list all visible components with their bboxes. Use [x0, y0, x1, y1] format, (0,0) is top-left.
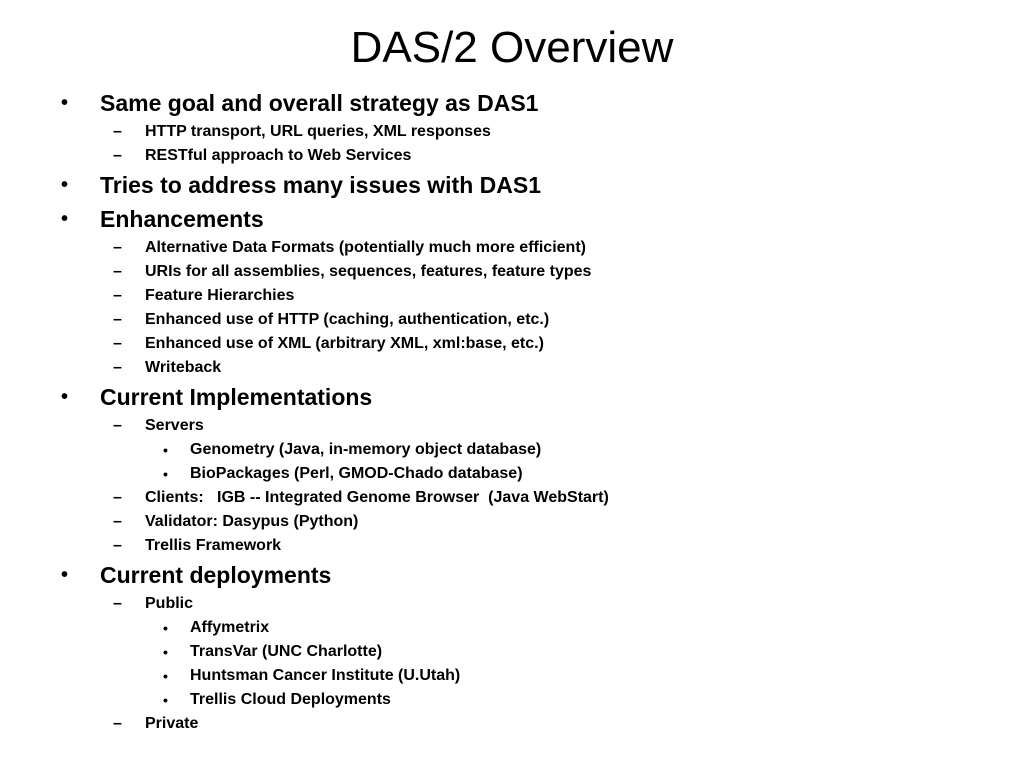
bullet-item — [58, 308, 998, 332]
bullet-text: Current Implementations — [100, 384, 373, 410]
dash-icon: – — [113, 239, 122, 256]
bullet-text: Servers — [145, 417, 204, 434]
dash-icon: – — [113, 537, 122, 554]
bullet-text: Affymetrix — [190, 619, 270, 636]
bullet-text: Validator: Dasypus (Python) — [145, 513, 359, 530]
bullet-text: Alternative Data Formats (potentially much more efficient) — [145, 239, 586, 256]
bullet-text: Clients: IGB -- Integrated Genome Browser (Java WebStart) — [145, 489, 609, 506]
bullet-item — [58, 558, 998, 592]
bullet-item — [58, 202, 998, 236]
slide-title: DAS/2 Overview — [350, 23, 674, 72]
bullet-item — [58, 120, 998, 144]
bullet-text: Genometry (Java, in-memory object database) — [190, 441, 542, 458]
bullet-item — [58, 260, 998, 284]
bullet-dot-icon: • — [61, 564, 69, 586]
small-bullet-icon: • — [163, 668, 168, 684]
bullet-text: Enhancements — [100, 206, 264, 232]
small-bullet-icon: • — [163, 442, 168, 458]
bullet-item — [58, 462, 998, 486]
bullet-item — [58, 688, 998, 712]
bullet-text: HTTP transport, URL queries, XML responses — [145, 123, 491, 140]
bullet-item — [58, 284, 998, 308]
bullet-item — [58, 332, 998, 356]
dash-icon: – — [113, 489, 122, 506]
bullet-dot-icon: • — [61, 174, 69, 196]
bullet-text: Huntsman Cancer Institute (U.Utah) — [190, 667, 461, 684]
dash-icon: – — [113, 715, 122, 732]
bullet-item — [58, 664, 998, 688]
dash-icon: – — [113, 335, 122, 352]
dash-icon: – — [113, 263, 122, 280]
bullet-item — [58, 616, 998, 640]
bullet-text: Current deployments — [100, 562, 332, 588]
bullet-text: Feature Hierarchies — [145, 287, 295, 304]
bullet-text: Private — [145, 715, 199, 732]
bullet-item — [58, 86, 998, 120]
bullet-item — [58, 236, 998, 260]
bullet-text: Enhanced use of XML (arbitrary XML, xml:base, etc.) — [145, 335, 544, 352]
bullet-text: URIs for all assemblies, sequences, features, feature types — [145, 263, 592, 280]
bullet-item — [58, 438, 998, 462]
dash-icon: – — [113, 123, 122, 140]
bullet-dot-icon: • — [61, 386, 69, 408]
bullet-item — [58, 640, 998, 664]
bullet-text: Trellis Framework — [145, 537, 282, 554]
bullet-item — [58, 356, 998, 380]
bullet-dot-icon: • — [61, 92, 69, 114]
dash-icon: – — [113, 595, 122, 612]
bullet-item — [58, 486, 998, 510]
dash-icon: – — [113, 147, 122, 164]
bullet-item — [58, 414, 998, 438]
dash-icon: – — [113, 359, 122, 376]
dash-icon: – — [113, 311, 122, 328]
bullet-item — [58, 144, 998, 168]
bullet-text: TransVar (UNC Charlotte) — [190, 643, 383, 660]
bullet-item — [58, 592, 998, 616]
small-bullet-icon: • — [163, 644, 168, 660]
bullet-text: Public — [145, 595, 194, 612]
small-bullet-icon: • — [163, 692, 168, 708]
bullet-dot-icon: • — [61, 208, 69, 230]
small-bullet-icon: • — [163, 466, 168, 482]
bullet-item — [58, 510, 998, 534]
bullet-item — [58, 534, 998, 558]
bullet-list — [58, 86, 998, 736]
bullet-item — [58, 380, 998, 414]
dash-icon: – — [113, 513, 122, 530]
bullet-text: Enhanced use of HTTP (caching, authentication, etc.) — [145, 311, 550, 328]
bullet-text: BioPackages (Perl, GMOD-Chado database) — [190, 465, 523, 482]
dash-icon: – — [113, 417, 122, 434]
bullet-text: RESTful approach to Web Services — [145, 147, 412, 164]
bullet-item — [58, 712, 998, 736]
bullet-text: Same goal and overall strategy as DAS1 — [100, 90, 539, 116]
bullet-text: Trellis Cloud Deployments — [190, 691, 391, 708]
bullet-item — [58, 168, 998, 202]
bullet-text: Tries to address many issues with DAS1 — [100, 172, 541, 198]
small-bullet-icon: • — [163, 620, 168, 636]
bullet-text: Writeback — [145, 359, 222, 376]
dash-icon: – — [113, 287, 122, 304]
